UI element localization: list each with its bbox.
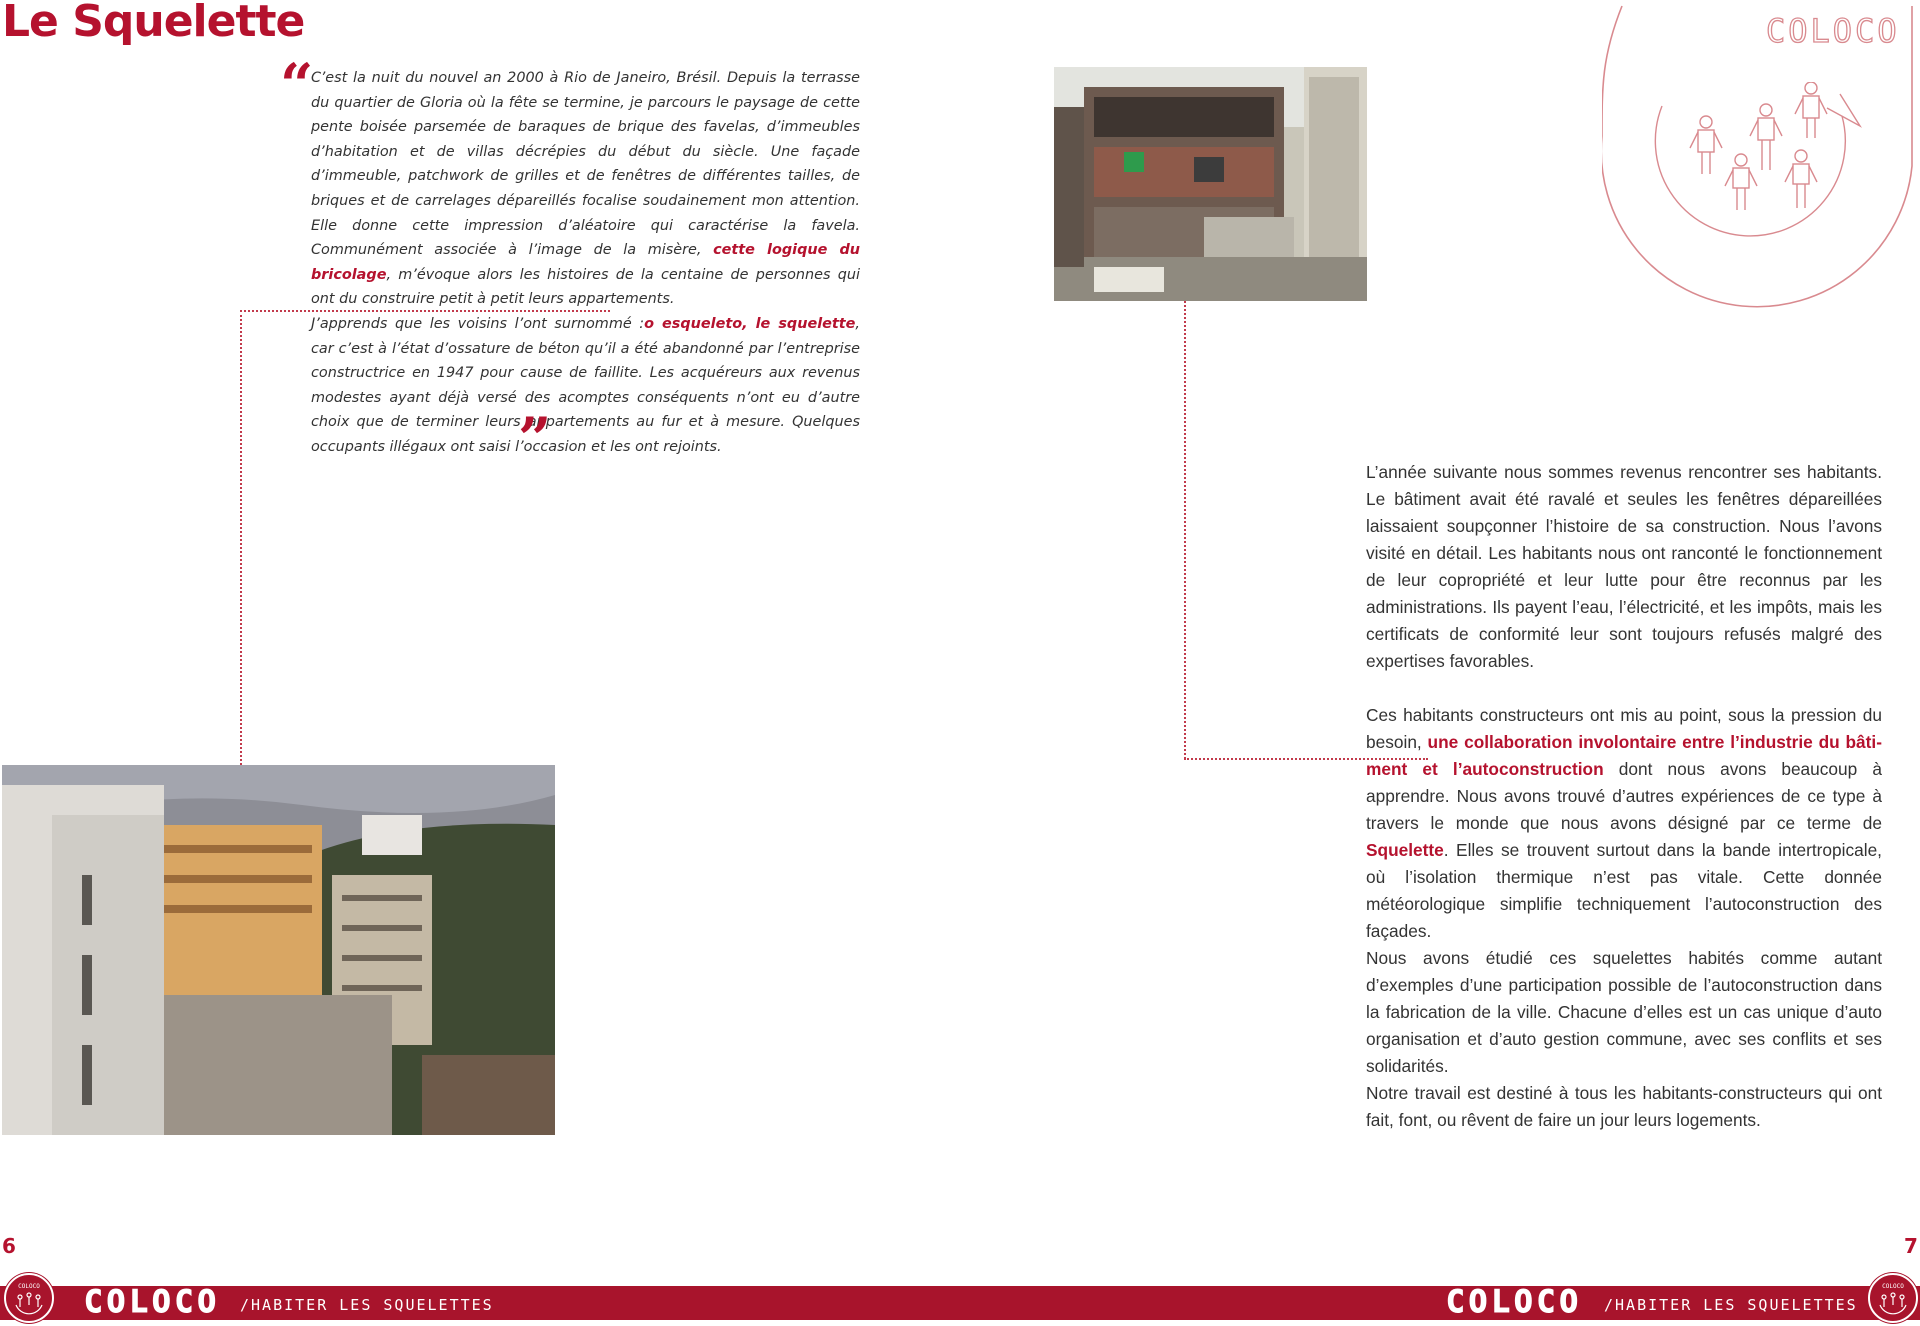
skeleton-building-photo xyxy=(1054,67,1367,301)
body-text-part: Ces habitants constructeurs ont mis au point, sous la pression du besoin, xyxy=(1366,705,1882,752)
body-paragraph-1: L’année suivante nous sommes revenus rencontrer ses habitants. Le bâtiment avait été ravalé et seules les fenêtres dépareillées laissaient soupçonner l’histoire de sa construction. Nous l’avons visité en détail. Les habitants nous ont ranconté le fonctionnement de leur copropriété et leur lutte pour être reconnus par les administrations. Ils payent l’eau, l’électricité, et les impôts, mais les certificats de conformité leur sont toujours refusés malgré des expertises favorables. xyxy=(1366,462,1882,671)
dotted-connector-left-vertical xyxy=(240,310,242,765)
body-paragraph-4: Notre travail est destiné à tous les habitants-constructeurs qui ont fait, font, ou rêvent de faire un jour leurs logements. xyxy=(1366,1083,1882,1130)
dotted-connector-left-horizontal xyxy=(240,310,610,312)
badge-people-icon xyxy=(6,1275,52,1321)
badge-wordmark: COLOCO xyxy=(18,1283,40,1290)
page-title: Le Squelette xyxy=(2,0,305,47)
footer-badge-left xyxy=(4,1273,54,1323)
quote-text-part: , car c’est à l’état d’ossature de béton qu’il a été abandonné par l’entreprise constructrice en 1947 pour cause de faillite. Les acquéreurs aux revenus modestes ayant déjà versé des acomptes conséquents n’ont eu d’autre choix que de terminer leurs appartements au fur et à mesure. Quelques occupants illégaux ont saisi l’occasion et les ont rejoints. xyxy=(311,315,860,455)
quote-text-part: J’apprends que les voisins l’ont surnommé : xyxy=(311,315,645,332)
quote-text-part: C’est la nuit du nouvel an 2000 à Rio de Janeiro, Brésil. Depuis la terrasse du quartier de Gloria où la fête se termine, je parcours le paysage de cette pente boisée parsemée de baraques de brique des favelas, d’immeubles d’habitation et de villas décrépies du début du siècle. Une façade d’immeuble, patchwork de grilles et de fenêtres de différentes tailles, de briques et de carrelages dépareillés focalise soudainement mon attention. Elle donne cette impression d’aléatoire qui caractérise la favela. Communément associée à l’image de la misère, xyxy=(311,70,860,259)
body-paragraph-3: Nous avons étudié ces squelettes habités comme autant d’exemples d’une participation possible de l’autoconstruction dans la fabrication de la ville. Chacune d’elles est un cas unique d’auto organisation et d’auto gestion commune, avec ses conflits et ses solidarités. xyxy=(1366,948,1882,1076)
intro-quote xyxy=(311,66,860,460)
close-quote-mark: ” xyxy=(518,405,552,473)
body-highlight-squelette: Squelette xyxy=(1366,840,1444,860)
footer-badge-right xyxy=(1868,1273,1918,1323)
footer-brand-left: COLOCO xyxy=(84,1284,220,1320)
page-number-left: 6 xyxy=(2,1234,16,1258)
people-circle-icon xyxy=(1686,82,1886,222)
badge-people-icon xyxy=(1870,1275,1916,1321)
quote-paragraph-2 xyxy=(311,312,860,460)
logo-wordmark: COLOCO xyxy=(1766,12,1900,50)
rio-hillside-photo xyxy=(2,765,555,1135)
footer-subtitle-right: /HABITER LES SQUELETTES xyxy=(1604,1296,1858,1314)
quote-separator: , xyxy=(742,315,756,332)
quote-text-part: , m’évoque alors les histoires de la centaine de personnes qui ont du construire petit à petit leurs appartements. xyxy=(311,266,860,308)
open-quote-mark: “ xyxy=(280,51,314,119)
quote-highlight-esqueleto: o esqueleto xyxy=(644,315,743,332)
footer-subtitle-left: /HABITER LES SQUELETTES xyxy=(240,1296,494,1314)
quote-highlight-bricolage: cette logique du bricolage xyxy=(311,242,861,283)
badge-wordmark: COLOCO xyxy=(1882,1283,1904,1290)
quote-paragraph-1 xyxy=(311,66,860,312)
body-text-part: . Elles se trouvent surtout dans la bande intertropicale, où l’isolation thermique n’est pas vitale. Cette donnée météorologique simplifie techniquement l’autoconstruction des façades. xyxy=(1366,840,1882,941)
page-number-right: 7 xyxy=(1904,1234,1918,1258)
body-paragraph-2 xyxy=(1366,702,1882,945)
dotted-connector-right-vertical xyxy=(1184,301,1186,759)
footer-brand-right: COLOCO xyxy=(1446,1284,1582,1320)
paragraph-gap xyxy=(1366,675,1882,702)
body-highlight-collaboration: une collaboration involontaire entre l’industrie du bâti-ment et l’autoconstruction xyxy=(1366,732,1882,779)
body-text xyxy=(1366,459,1882,1134)
quote-highlight-squelette: le squelette xyxy=(755,315,856,332)
body-text-part: dont nous avons beaucoup à apprendre. Nous avons trouvé d’autres expériences de ce type à travers le monde que nous avons désigné par ce terme de xyxy=(1366,759,1882,833)
